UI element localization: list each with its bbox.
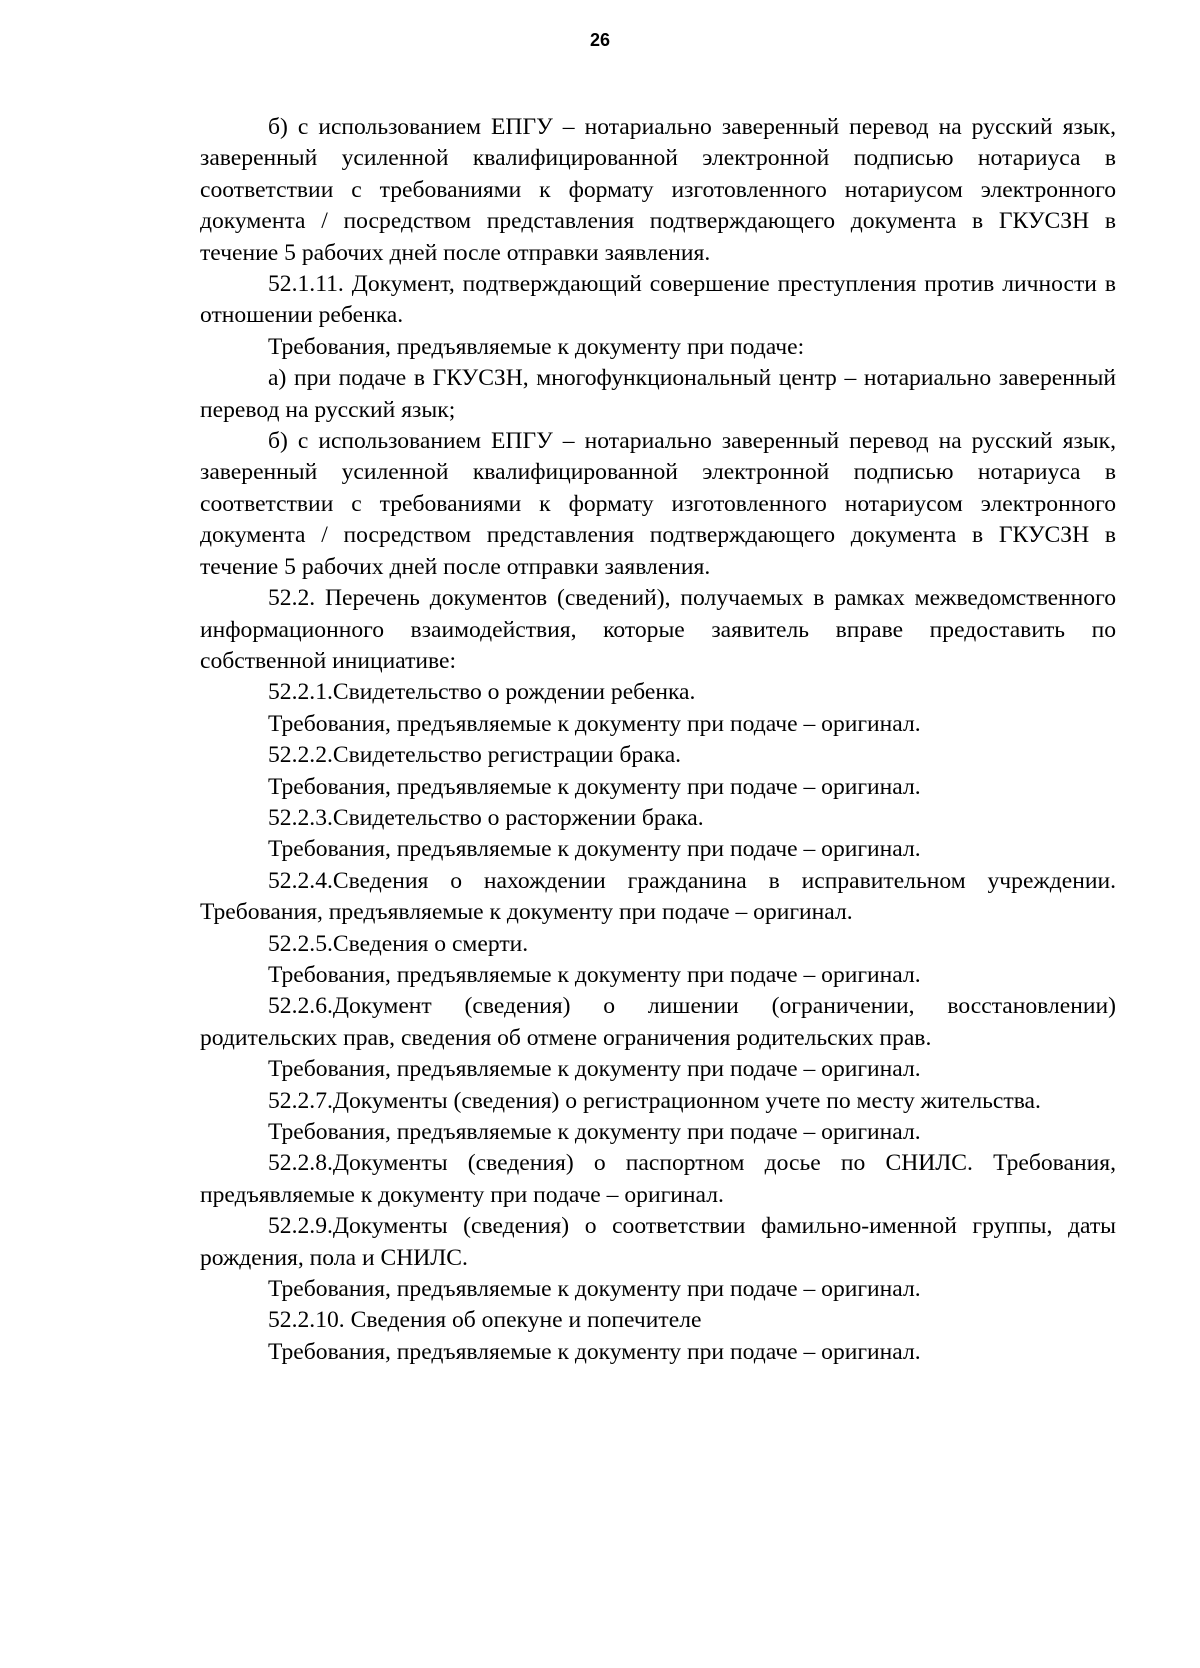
paragraph-epgu-translation-2: б) с использованием ЕПГУ – нотариально заверенный перевод на русский язык, заверенный усиленной квалифицированной электронной подписью нотариуса в соответствии с требованиями к формату изготовленного нотариусом электронного документа / посредством представления подтверждающего документа в ГКУСЗН в течение 5 рабочих дней после отправки заявления. — [200, 428, 1116, 580]
paragraph-52-2-3: 52.2.3.Свидетельство о расторжении брака. — [268, 804, 704, 831]
paragraph-52-2-9: 52.2.9.Документы (сведения) о соответствии фамильно-именной группы, даты рождения, пола и СНИЛС. — [200, 1213, 1116, 1271]
paragraph-52-2-6: 52.2.6.Документ (сведения) о лишении (ограничении, восстановлении) родительских прав, сведения об отмене ограничения родительских прав. — [200, 993, 1116, 1051]
paragraph-requirements: Требования, предъявляемые к документу при подаче – оригинал. — [268, 1119, 921, 1145]
page-number: 26 — [589, 30, 611, 50]
paragraph-52-2-1: 52.2.1.Свидетельство о рождении ребенка. — [268, 679, 696, 706]
paragraph-epgu-translation-1: б) с использованием ЕПГУ – нотариально заверенный перевод на русский язык, заверенный усиленной квалифицированной электронной подписью нотариуса в соответствии с требованиями к формату изготовленного нотариусом электронного документа / посредством представления подтверждающего документа в ГКУСЗН в течение 5 рабочих дней после отправки заявления. — [200, 114, 1116, 266]
paragraph-requirements: Требования, предъявляемые к документу при подаче – оригинал. — [268, 836, 921, 863]
paragraph-52-2-10: 52.2.10. Сведения об опекуне и попечителе — [268, 1307, 702, 1334]
paragraph-requirements: Требования, предъявляемые к документу при подаче – оригинал. — [268, 773, 921, 800]
paragraph-requirements: Требования, предъявляемые к документу при подаче – оригинал. — [268, 1276, 921, 1303]
paragraph-52-2-7: 52.2.7.Документы (сведения) о регистрационном учете по месту жительства. — [268, 1087, 1041, 1114]
paragraph-requirements: Требования, предъявляемые к документу при подаче – оригинал. — [268, 1056, 921, 1083]
paragraph-requirements: Требования, предъявляемые к документу при подаче – оригинал. — [268, 961, 921, 988]
paragraph-52-2-4: 52.2.4.Сведения о нахождении гражданина в исправительном учреждении. Требования, предъявляемые к документу при подаче – оригинал. — [200, 867, 1116, 926]
paragraph-52-2-8: 52.2.8.Документы (сведения) о паспортном досье по СНИЛС. Требования, предъявляемые к документу при подаче – оригинал. — [200, 1150, 1116, 1208]
paragraph-gkuszn-mfc: а) при подаче в ГКУСЗН, многофункциональный центр – нотариально заверенный перевод на русский язык; — [200, 365, 1116, 423]
paragraph-requirements-heading: Требования, предъявляемые к документу при подаче: — [268, 333, 805, 360]
paragraph-52-2-2: 52.2.2.Свидетельство регистрации брака. — [268, 742, 682, 769]
paragraph-requirements: Требования, предъявляемые к документу при подаче – оригинал. — [268, 1338, 921, 1365]
paragraph-52-1-11: 52.1.11. Документ, подтверждающий совершение преступления против личности в отношении ребенка. — [200, 271, 1116, 329]
paragraph-52-2: 52.2. Перечень документов (сведений), получаемых в рамках межведомственного информационного взаимодействия, которые заявитель вправе предоставить по собственной инициативе: — [200, 585, 1116, 674]
document-body — [200, 112, 1116, 1368]
paragraph-52-2-5: 52.2.5.Сведения о смерти. — [268, 930, 529, 957]
paragraph-requirements: Требования, предъявляемые к документу при подаче – оригинал. — [268, 710, 921, 737]
